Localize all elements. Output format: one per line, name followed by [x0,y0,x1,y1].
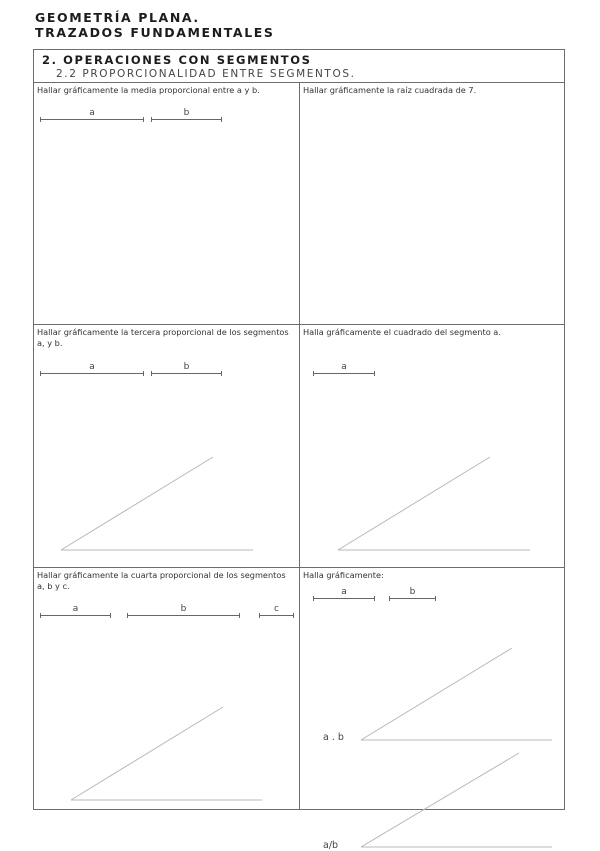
quotient-oblique-ray [361,753,519,847]
exercise-third-proportional [34,325,300,568]
exercise-prompt: Hallar gráficamente la cuarta proporcional de los segmentos a, b y c. [37,570,286,591]
angle-oblique-ray [338,457,490,550]
segment-label: b [183,108,190,118]
exercise-fourth-proportional [34,568,300,809]
exercise-prompt: Halla gráficamente el cuadrado del segmento a. [303,327,501,337]
section-subtitle: 2.2 PROPORCIONALIDAD ENTRE SEGMENTOS. [56,68,356,80]
construction-angle [34,325,300,568]
angle-oblique-ray [61,457,213,550]
section-header [34,50,564,83]
angle-oblique-ray [71,707,223,800]
segment-b [151,108,222,120]
segment-label: b [180,604,187,614]
segment-label: b [409,587,416,597]
segment-label: a [72,604,79,614]
segment-label: a [341,362,347,372]
construction-angles [300,568,564,809]
worksheet-frame [33,49,565,851]
exercise-mean-proportional [34,83,300,325]
segment-label: a [341,587,347,597]
exercise-square-root [300,83,564,325]
product-oblique-ray [361,648,512,740]
exercise-segment-square [300,325,564,568]
segment-a [40,108,144,120]
product-label: a . b [323,732,344,743]
section-title: 2. OPERACIONES CON SEGMENTOS [42,53,312,67]
segment-label: a [89,362,95,372]
title-line-1: GEOMETRÍA PLANA. [35,10,200,25]
exercise-prompt: Hallar gráficamente la raíz cuadrada de 7. [303,85,477,95]
exercise-prompt: Hallar gráficamente la tercera proporcional de los segmentos a, y b. [37,327,289,348]
quotient-label: a/b [323,840,339,851]
document-title [35,11,275,40]
segment-label: b [183,362,190,372]
construction-angle [300,325,564,568]
title-line-2: TRAZADOS FUNDAMENTALES [35,24,275,40]
segment-label: a [89,108,95,118]
construction-angle [34,568,300,809]
exercise-product-quotient [300,568,564,851]
exercise-prompt: Hallar gráficamente la media proporcional entre a y b. [37,85,260,95]
segment-label: c [274,604,279,614]
exercise-prompt: Halla gráficamente: [303,570,384,580]
